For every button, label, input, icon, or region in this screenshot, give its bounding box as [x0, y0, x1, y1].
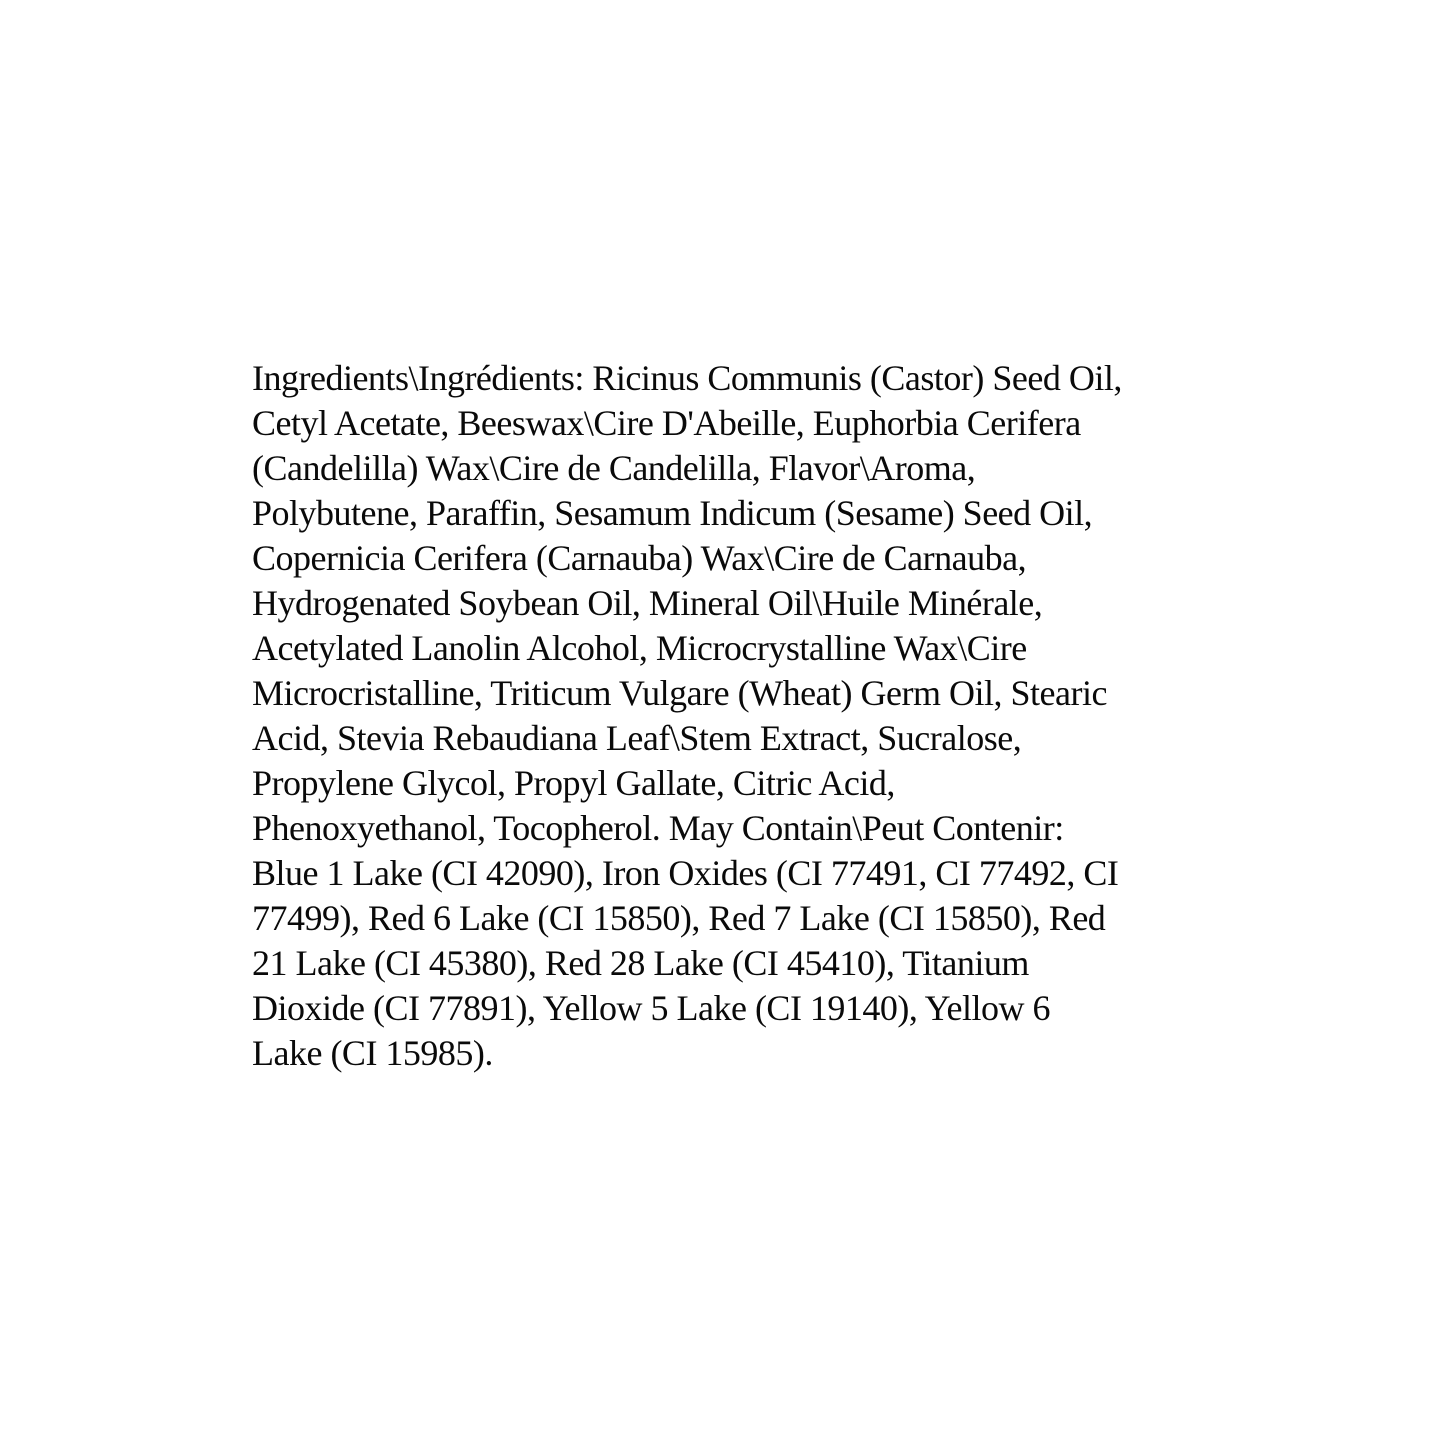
ingredients-line: Acid, Stevia Rebaudiana Leaf\Stem Extract, Sucralose, — [252, 718, 1022, 758]
ingredients-line: Propylene Glycol, Propyl Gallate, Citric Acid, — [252, 763, 895, 803]
ingredients-line: 21 Lake (CI 45380), Red 28 Lake (CI 45410), Titanium — [252, 943, 1029, 983]
ingredients-line: Polybutene, Paraffin, Sesamum Indicum (Sesame) Seed Oil, — [252, 493, 1093, 533]
ingredients-line: Hydrogenated Soybean Oil, Mineral Oil\Huile Minérale, — [252, 583, 1043, 623]
ingredients-line: Copernicia Cerifera (Carnauba) Wax\Cire de Carnauba, — [252, 538, 1027, 578]
ingredients-line: Blue 1 Lake (CI 42090), Iron Oxides (CI 77491, CI 77492, CI — [252, 853, 1119, 893]
ingredients-line: Acetylated Lanolin Alcohol, Microcrystalline Wax\Cire — [252, 628, 1027, 668]
ingredients-text-block — [252, 356, 1122, 1076]
ingredients-line: 77499), Red 6 Lake (CI 15850), Red 7 Lake (CI 15850), Red — [252, 898, 1106, 938]
ingredients-line: Lake (CI 15985). — [252, 1033, 493, 1073]
ingredients-line: Cetyl Acetate, Beeswax\Cire D'Abeille, Euphorbia Cerifera — [252, 403, 1081, 443]
ingredients-line: Dioxide (CI 77891), Yellow 5 Lake (CI 19140), Yellow 6 — [252, 988, 1050, 1028]
ingredients-line: Microcristalline, Triticum Vulgare (Wheat) Germ Oil, Stearic — [252, 673, 1107, 713]
ingredients-line: (Candelilla) Wax\Cire de Candelilla, Flavor\Aroma, — [252, 448, 976, 488]
ingredients-line: Ingredients\Ingrédients: Ricinus Communis (Castor) Seed Oil, — [252, 358, 1122, 398]
ingredients-line: Phenoxyethanol, Tocopherol. May Contain\Peut Contenir: — [252, 808, 1064, 848]
